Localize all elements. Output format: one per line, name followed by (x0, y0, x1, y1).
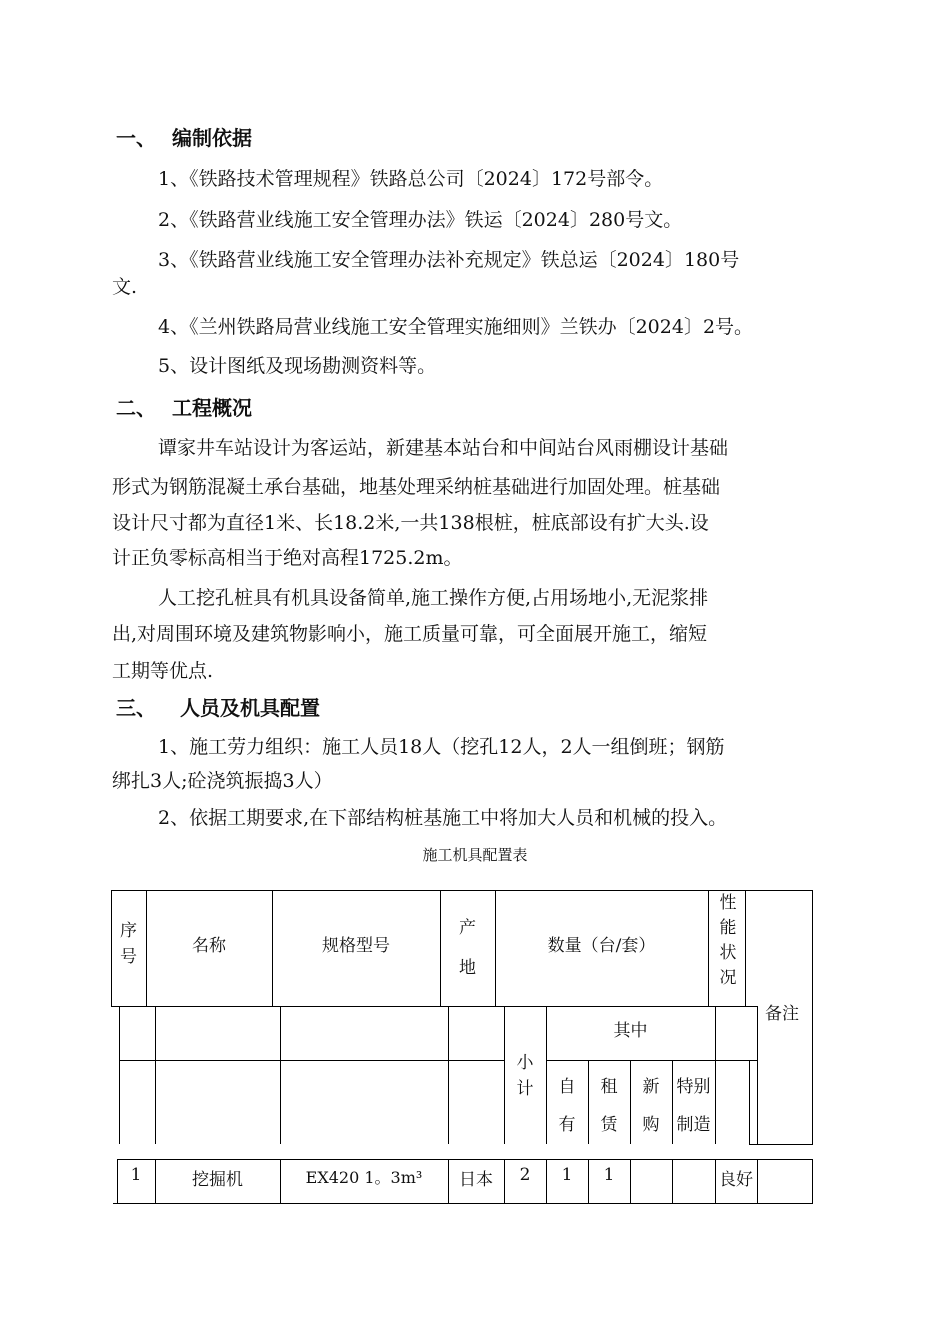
header-own (546, 1068, 588, 1144)
section2-para1-line4: 计正负零标高相当于绝对高程1725.2m。 (112, 547, 463, 569)
row-seq: 1 (130, 1165, 142, 1185)
header-seq (111, 918, 146, 970)
header-rent-char-1: 租 (600, 1077, 618, 1097)
row-performance: 良好 (719, 1170, 753, 1190)
section1-item-2: 2、《铁路营业线施工安全管理办法》铁运〔2024〕280号文。 (158, 209, 683, 231)
section2-para1-line2: 形式为钢筋混凝土承台基础，地基处理采纳桩基础进行加固处理。桩基础 (112, 476, 721, 498)
section1-item-1: 1、《铁路技术管理规程》铁路总公司〔2024〕172号部令。 (158, 168, 664, 190)
header-rent-char-2: 赁 (600, 1115, 618, 1135)
header-own-char-1: 自 (558, 1077, 576, 1097)
header-perf-char-4: 况 (719, 968, 737, 988)
header-new (630, 1068, 672, 1144)
header-rent (588, 1068, 630, 1144)
header-model: 规格型号 (322, 936, 390, 956)
header-subtotal-char-2: 计 (516, 1079, 534, 1099)
header-new-char-1: 新 (642, 1077, 660, 1097)
section1-item-4: 4、《兰州铁路局营业线施工安全管理实施细则》兰铁办〔2024〕2号。 (158, 316, 754, 338)
section3-line2: 绑扎3人;砼浇筑振捣3人） (112, 770, 333, 792)
header-seq-char-1: 序 (120, 921, 137, 941)
section2-para2-line3: 工期等优点. (112, 660, 214, 682)
section2-heading: 工程概况 (172, 396, 252, 420)
section2-para2-line1: 人工挖孔桩具有机具设备简单,施工操作方便,占用场地小,无泥浆排 (158, 587, 709, 609)
header-subtotal-char-1: 小 (516, 1053, 534, 1073)
header-special (672, 1068, 715, 1144)
section1-heading: 编制依据 (172, 126, 252, 150)
header-perf-char-3: 状 (719, 943, 737, 963)
header-perf-char-1: 性 (719, 893, 737, 913)
section1-item-3: 3、《铁路营业线施工安全管理办法补充规定》铁总运〔2024〕180号 (158, 249, 740, 271)
row-rent: 1 (603, 1165, 615, 1185)
section3-line1: 1、施工劳力组织：施工人员18人（挖孔12人，2人一组倒班；钢筋 (158, 736, 725, 758)
header-subtotal (504, 1050, 546, 1102)
header-performance (708, 891, 748, 991)
section2-para1-line1: 谭家井车站设计为客运站，新建基本站台和中间站台风雨棚设计基础 (158, 437, 729, 459)
header-origin-char-2: 地 (459, 958, 476, 978)
header-origin (440, 908, 495, 988)
header-perf-char-2: 能 (719, 918, 737, 938)
section2-para1-line3: 设计尺寸都为直径1米、长18.2米,一共138根桩，桩底部设有扩大头.设 (112, 512, 709, 534)
header-own-char-2: 有 (558, 1115, 576, 1135)
section1-item-5: 5、设计图纸及现场勘测资料等。 (158, 355, 437, 377)
header-special-line-2: 制造 (676, 1115, 711, 1135)
table-caption: 施工机具配置表 (422, 846, 528, 864)
section2-heading-number: 二、 (116, 396, 156, 420)
header-quantity: 数量（台/套） (547, 936, 656, 956)
row-subtotal: 2 (519, 1165, 531, 1185)
header-special-line-1: 特别 (676, 1077, 711, 1097)
header-name: 名称 (192, 936, 226, 956)
row-model: EX420 1。3m³ (305, 1168, 423, 1187)
section2-para2-line2: 出,对周围环境及建筑物影响小，施工质量可靠，可全面展开施工，缩短 (112, 623, 708, 645)
section1-item-3-cont: 文. (112, 276, 138, 298)
header-remark: 备注 (765, 1004, 799, 1024)
section3-heading: 人员及机具配置 (180, 696, 320, 720)
header-among: 其中 (613, 1021, 648, 1041)
section3-heading-number: 三、 (116, 696, 156, 720)
header-new-char-2: 购 (642, 1115, 660, 1135)
section3-line3: 2、依据工期要求,在下部结构桩基施工中将加大人员和机械的投入。 (158, 807, 728, 829)
row-name: 挖掘机 (192, 1170, 243, 1190)
header-origin-char-1: 产 (459, 918, 476, 938)
header-seq-char-2: 号 (120, 947, 137, 967)
row-origin: 日本 (459, 1170, 493, 1190)
section1-heading-number: 一、 (116, 126, 156, 150)
row-own: 1 (561, 1165, 573, 1185)
